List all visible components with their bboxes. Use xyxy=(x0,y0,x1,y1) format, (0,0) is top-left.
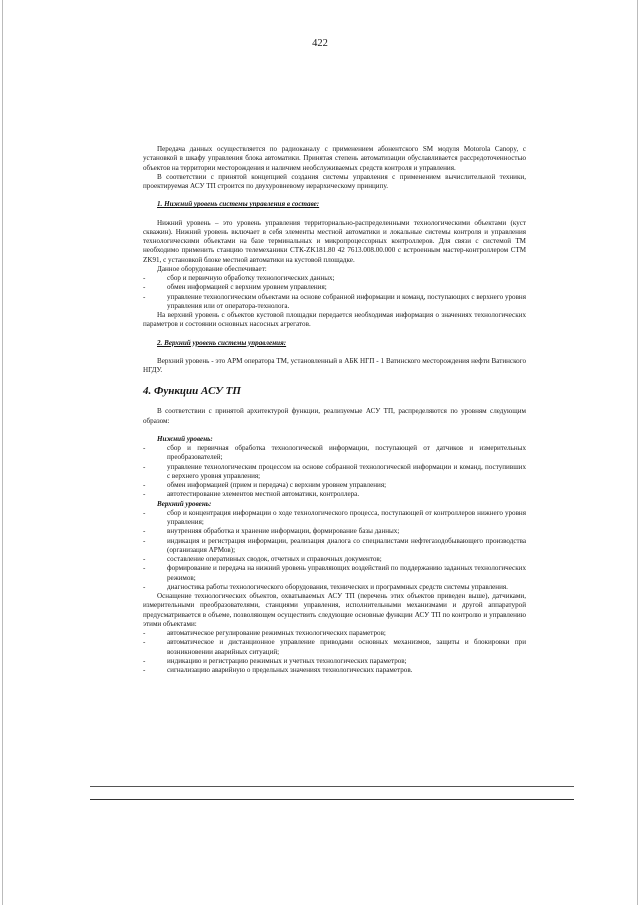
list-item: - диагностика работы технологического оборудования, технических и программных средств системы управления. xyxy=(143,582,508,591)
intro-paragraph-1: Передача данных осуществляется по радиоканалу с применением абонентского SM модуля Motorola Canopy, с установкой в шкафу управления блока автоматики. Принятая степень автоматизации обуславливается рассредоточенностью объектов на территории месторождения и наличием необслуживаемых средств контроля и управления. xyxy=(143,145,526,172)
section-4-intro: В соответствии с принятой архитектурой функции, реализуемые АСУ ТП, распределяются по уровням следующим образом: xyxy=(143,407,526,425)
list-item: - обмен информацией с верхним уровнем управления; xyxy=(143,283,327,292)
list-item: - индикацию и регистрацию режимных и учетных технологических параметров; xyxy=(143,656,407,665)
list-item: - сбор и первичную обработку технологических данных; xyxy=(143,274,335,282)
section-4-heading: 4. Функции АСУ ТП xyxy=(143,385,241,398)
list-item: - сбор и концентрация информации о ходе технологического процесса, поступающей от контроллеров нижнего уровня управления; xyxy=(143,508,526,526)
footer-divider-bottom xyxy=(90,799,574,800)
section-1-closing: На верхний уровень с объектов кустовой площадки передается необходимая информация о значениях технологических параметров и состоянии основных насосных агрегатов. xyxy=(143,311,526,329)
list-item: - формирование и передача на нижний уровень управляющих воздействий по поддержанию заданных технологических режимов; xyxy=(143,564,526,582)
document-body xyxy=(143,145,526,675)
list-item: - автотестирование элементов местной автоматики, контроллера. xyxy=(143,490,360,499)
list-item: - составление оперативных сводок, отчетных и справочных документов; xyxy=(143,555,382,563)
lower-level-label: Нижний уровень: xyxy=(157,434,213,443)
page-number: 422 xyxy=(312,38,328,49)
list-item: - индикация и регистрация информации, реализация диалога со специалистами нефтегазодобывающего производства (организация АРМов); xyxy=(143,536,526,554)
section-1-provides: Данное оборудование обеспечивает: xyxy=(157,264,267,273)
list-item: - обмен информацией (прием и передача) с верхним уровнем управления; xyxy=(143,481,387,489)
list-item: - управление технологическим объектами на основе собранной информации и команд, поступающих с верхнего уровня управления или от оператора-технолога. xyxy=(143,292,526,310)
section-1-paragraph: Нижний уровень – это уровень управления территориально-распределенными технологическими объектами (куст скважин). Нижний уровень включает в себя элементы местной автоматики и локальные системы контроля и управления технологическими объектами на базе терминальных и микропроцессорных контроллеров. Для связи с системой ТМ необходимо применить станцию телемеханики СТК-ZK181.80 42 7613.008.00.000 с встроенным мастер-контроллером СТМ ZK91, с установкой блоке местной автоматики на кустовой площадке. xyxy=(143,218,526,264)
list-item: - автоматическое регулирование режимных технологических параметров; xyxy=(143,629,386,637)
list-item: - сбор и первичная обработка технологической информации, поступающей от датчиков и измерительных преобразователей; xyxy=(143,444,526,462)
list-item: - автоматическое и дистанционное управление приводами основных механизмов, защиты и блокировки при возникновении аварийных ситуаций; xyxy=(143,638,526,656)
section-2-heading: 2. Верхний уровень системы управления: xyxy=(157,338,287,347)
intro-paragraph-2: В соответствии с принятой концепцией создания системы управления с применением вычислительной техники, проектируемая АСУ ТП строится по двухуровневому иерархическому принципу. xyxy=(143,172,526,190)
footer-divider-top xyxy=(90,786,574,787)
scan-right-edge xyxy=(637,0,638,905)
section-2-paragraph: Верхний уровень - это АРМ оператора ТМ, установленный в АБК НГП - 1 Ватинского месторождения нефти Ватинского НГДУ. xyxy=(143,356,526,374)
list-item: - внутренняя обработка и хранение информации, формирование базы данных; xyxy=(143,527,400,536)
objects-paragraph: Оснащение технологических объектов, охватываемых АСУ ТП (перечень этих объектов приведен выше), датчиками, измерительными преобразователями, станциями управления, исполнительными механизмами и другой аппаратурой предусматривается в объеме, позволяющем осуществить следующие основные функции АСУ ТП по контролю и управлению этими объектами: xyxy=(143,592,526,628)
section-1-heading: 1. Нижний уровень системы управления в составе: xyxy=(157,200,320,209)
list-item: - управление технологическим процессом на основе собранной технологической информации и команд, поступивших с верхнего уровня управления; xyxy=(143,462,526,480)
list-item: - сигнализацию аварийную о предельных значениях технологических параметров. xyxy=(143,666,413,674)
upper-level-label: Верхний уровень: xyxy=(157,499,212,508)
scan-left-edge xyxy=(2,0,3,905)
